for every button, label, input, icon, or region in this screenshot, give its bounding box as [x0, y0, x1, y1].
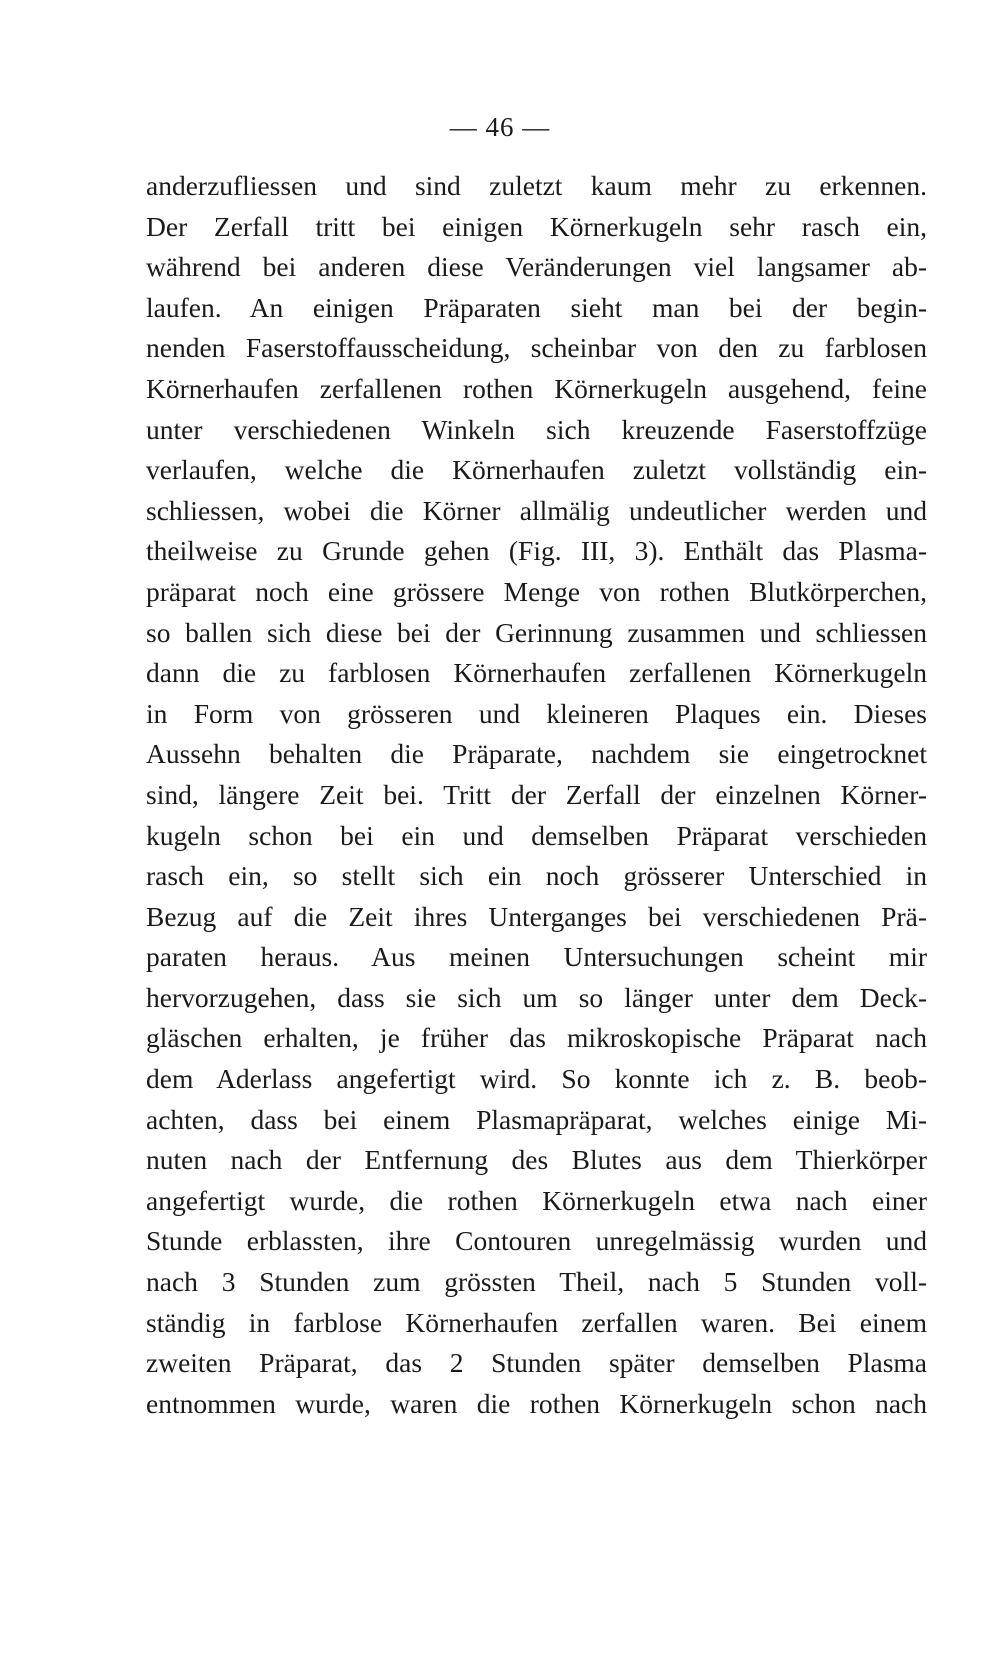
text-line: während bei anderen diese Veränderungen viel langsamer ab- — [146, 251, 927, 283]
text-line: nach 3 Stunden zum grössten Theil, nach 5 Stunden voll- — [146, 1266, 927, 1298]
text-line: rasch ein, so stellt sich ein noch grösserer Unterschied in — [146, 860, 927, 892]
text-line: Der Zerfall tritt bei einigen Körnerkugeln sehr rasch ein, — [146, 210, 927, 242]
text-line: angefertigt wurde, die rothen Körnerkugeln etwa nach einer — [146, 1184, 927, 1216]
text-line: verlaufen, welche die Körnerhaufen zuletzt vollständig ein- — [146, 454, 927, 486]
text-line: Aussehn behalten die Präparate, nachdem sie eingetrocknet — [146, 738, 927, 770]
text-line: Körnerhaufen zerfallenen rothen Körnerkugeln ausgehend, feine — [146, 372, 927, 404]
text-line: dem Aderlass angefertigt wird. So konnte ich z. B. beob- — [146, 1063, 927, 1095]
text-line: achten, dass bei einem Plasmapräparat, welches einige Mi- — [146, 1103, 927, 1135]
text-line: paraten heraus. Aus meinen Untersuchungen scheint mir — [146, 941, 927, 973]
text-line: unter verschiedenen Winkeln sich kreuzende Faserstoffzüge — [146, 413, 927, 445]
text-line: sind, längere Zeit bei. Tritt der Zerfall der einzelnen Körner- — [146, 778, 927, 810]
text-line: Stunde erblassten, ihre Contouren unregelmässig wurden und — [146, 1225, 927, 1257]
body-text — [146, 166, 927, 1424]
text-line: präparat noch eine grössere Menge von rothen Blutkörperchen, — [146, 575, 927, 607]
text-line: in Form von grösseren und kleineren Plaques ein. Dieses — [146, 697, 927, 729]
page-number: — 46 — — [449, 112, 551, 142]
text-line: nuten nach der Entfernung des Blutes aus dem Thierkörper — [146, 1144, 927, 1176]
text-line: kugeln schon bei ein und demselben Präparat verschieden — [146, 819, 927, 851]
text-line: entnommen wurde, waren die rothen Körnerkugeln schon nach — [146, 1387, 927, 1419]
text-line: theilweise zu Grunde gehen (Fig. III, 3). Enthält das Plasma- — [146, 535, 927, 567]
text-line: schliessen, wobei die Körner allmälig undeutlicher werden und — [146, 494, 927, 526]
text-line: nenden Faserstoffausscheidung, scheinbar von den zu farblosen — [146, 332, 927, 364]
text-line: anderzufliessen und sind zuletzt kaum mehr zu erkennen. — [146, 170, 927, 201]
text-line: so ballen sich diese bei der Gerinnung zusammen und schliessen — [146, 616, 927, 648]
text-line: laufen. An einigen Präparaten sieht man bei der begin- — [146, 291, 927, 323]
text-line: Bezug auf die Zeit ihres Unterganges bei verschiedenen Prä- — [146, 900, 927, 932]
text-line: zweiten Präparat, das 2 Stunden später demselben Plasma — [146, 1347, 927, 1379]
text-line: gläschen erhalten, je früher das mikroskopische Präparat nach — [146, 1022, 927, 1054]
text-line: hervorzugehen, dass sie sich um so länger unter dem Deck- — [146, 981, 927, 1013]
text-line: dann die zu farblosen Körnerhaufen zerfallenen Körnerkugeln — [146, 657, 927, 689]
text-line: ständig in farblose Körnerhaufen zerfallen waren. Bei einem — [146, 1306, 927, 1338]
